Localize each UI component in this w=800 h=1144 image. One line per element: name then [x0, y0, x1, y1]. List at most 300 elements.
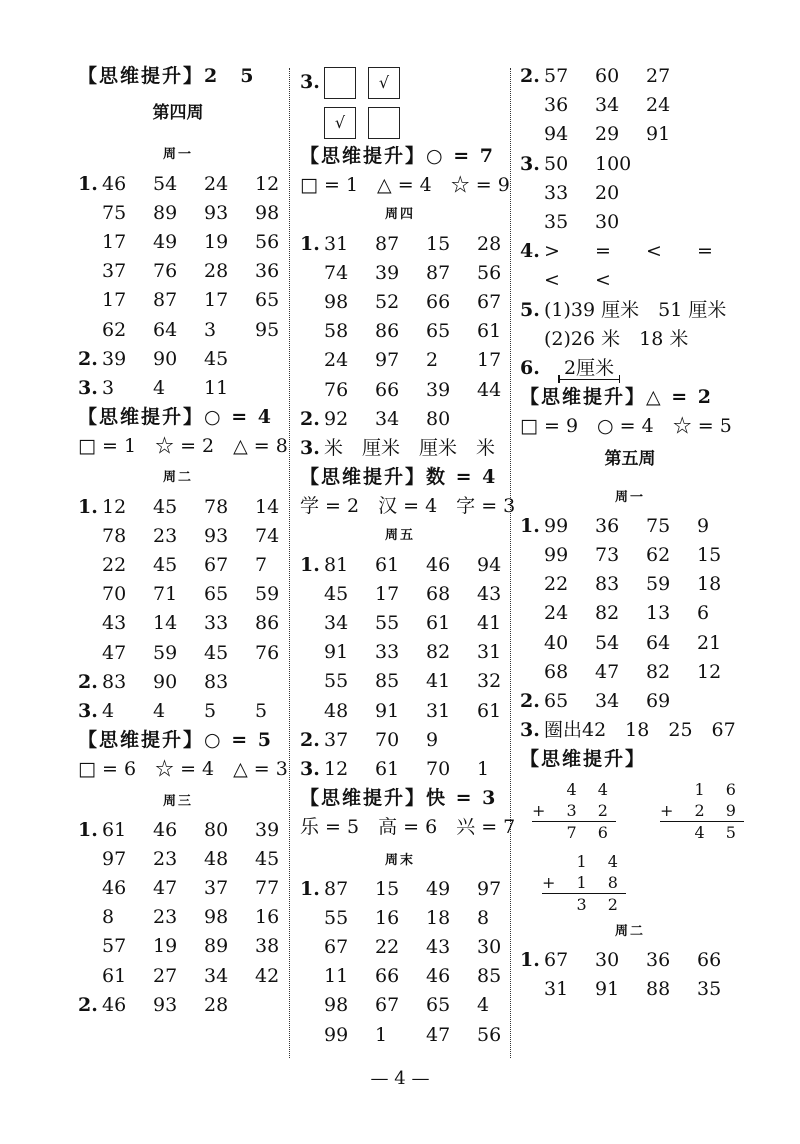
answer-value: 48 [204, 847, 229, 870]
answer-value: 65 [426, 994, 451, 1017]
question-number: 2. [520, 65, 540, 87]
answer-value: 4 [477, 994, 490, 1017]
answer-row [78, 903, 278, 932]
spacer [520, 475, 740, 483]
answer-value: 86 [255, 612, 280, 635]
answer-value: 45 [324, 582, 349, 605]
answer-row [78, 609, 278, 638]
thinking-answer-text: 【思维提升】快 = 3 [300, 787, 498, 810]
answer-value: 17 [375, 582, 400, 605]
answer-row [300, 551, 500, 580]
answer-value: 22 [544, 573, 569, 596]
answer-row [300, 726, 500, 755]
answer-value: 55 [324, 670, 349, 693]
answer-value: 56 [477, 1023, 502, 1046]
vertical-addition [660, 779, 744, 843]
answer-value: 11 [324, 965, 349, 988]
answer-row [520, 91, 740, 120]
answer-row [78, 522, 278, 551]
answer-value: 93 [153, 993, 178, 1016]
answer-row [300, 376, 500, 405]
day-title: 周末 [384, 852, 415, 868]
thinking-answer-line [78, 755, 288, 784]
answer-value: 1 [375, 1023, 388, 1046]
answer-value: 12 [102, 495, 127, 518]
answer-value: 27 [646, 65, 671, 87]
answer-row [300, 933, 500, 962]
column-1 [78, 62, 288, 1020]
answer-value: 81 [324, 553, 349, 576]
answer-value: 67 [204, 554, 229, 576]
question-number: 5. [520, 298, 540, 321]
question-number: 2. [300, 728, 320, 751]
answer-value: 34 [595, 94, 620, 117]
answer-value: 66 [375, 378, 400, 401]
answer-value: 97 [375, 349, 400, 372]
thinking-answer [300, 784, 500, 813]
answer-row [520, 325, 740, 354]
answer-value: 61 [477, 699, 502, 722]
answer-value: 41 [477, 612, 502, 634]
answer-value: 77 [255, 877, 280, 900]
answer-row [78, 551, 278, 580]
answer-row [520, 208, 740, 237]
answer-value: 61 [102, 964, 127, 987]
answer-value: 22 [375, 936, 400, 959]
thinking-answer-text: 【思维提升】数 = 4 [300, 466, 498, 489]
answer-value: 17 [477, 349, 502, 372]
answer-box [368, 107, 400, 139]
answer-row [300, 580, 500, 609]
answer-value: 66 [426, 290, 451, 313]
thinking-answer [78, 62, 278, 91]
answer-row [300, 434, 500, 463]
answer-value: 34 [375, 407, 400, 430]
answer-value: 69 [646, 689, 671, 712]
answer-value: 33 [375, 641, 400, 664]
answer-value: 33 [204, 612, 229, 635]
answer-value: 45 [204, 641, 229, 664]
answer-value: 36 [595, 514, 620, 537]
answer-value: 64 [646, 631, 671, 654]
answer-value: 52 [375, 290, 400, 313]
answer-value: 13 [646, 602, 671, 625]
answer-value: 87 [426, 261, 451, 284]
answer-value: 40 [544, 631, 569, 654]
answer-value: 85 [477, 965, 502, 988]
answer-row [520, 541, 740, 570]
answer-value: 43 [477, 582, 502, 605]
answer-value: 99 [544, 514, 569, 537]
answer-value: 28 [204, 260, 229, 283]
answer-row [300, 288, 500, 317]
calc-line: 4 4 [566, 779, 616, 799]
answer-value: 39 [426, 378, 451, 401]
answer-value: 57 [102, 935, 127, 958]
answer-value: 34 [324, 612, 349, 634]
answer-value: 17 [102, 230, 127, 253]
checkbox-row [300, 102, 500, 142]
thinking-answer-text: 【思维提升】△ = 2 [520, 386, 713, 409]
question-number: 1. [78, 172, 98, 195]
answer-value: 31 [477, 641, 502, 664]
answer-value: 7 [255, 554, 268, 576]
answer-value: 2 [426, 349, 439, 372]
answer-value: 5 [204, 699, 217, 722]
answer-row [78, 697, 278, 726]
answer-value: 80 [204, 818, 229, 841]
answer-value: 37 [204, 877, 229, 900]
thinking-answer [520, 745, 740, 774]
answer-value: 1 [477, 757, 490, 780]
answer-value: 31 [426, 699, 451, 722]
answer-value: 36 [646, 948, 671, 971]
answer-value: 31 [324, 232, 349, 255]
thinking-answer-line [300, 813, 516, 842]
answer-row [300, 697, 500, 726]
answer-value: 76 [255, 641, 280, 664]
vertical-calculations [520, 775, 744, 917]
answer-value: 24 [646, 94, 671, 117]
answer-row [78, 286, 278, 315]
answer-row [78, 845, 278, 874]
answer-row [78, 345, 278, 374]
thinking-answer [520, 383, 740, 412]
answer-value: 4 [153, 376, 166, 399]
thinking-answer-line [300, 171, 510, 200]
answer-value: 41 [426, 670, 451, 693]
answer-value: 45 [204, 347, 229, 370]
answer-value: 91 [646, 123, 671, 146]
day-title: 周三 [162, 793, 193, 809]
answer-value: 76 [153, 260, 178, 283]
answer-row [300, 755, 500, 784]
calc-line: + 1 8 [542, 872, 626, 892]
answer-value: 58 [324, 320, 349, 343]
answer-value: 45 [255, 847, 280, 870]
answer-value: 11 [204, 376, 229, 399]
answer-value: 98 [324, 994, 349, 1017]
answer-value: 35 [544, 210, 569, 233]
thinking-answer-text: 【思维提升】○ = 7 [300, 145, 495, 167]
answer-value: 16 [255, 906, 280, 929]
answer-value: 99 [324, 1023, 349, 1046]
answer-value: 91 [595, 977, 620, 1000]
answer-value: 49 [426, 877, 451, 900]
answer-row [78, 493, 278, 522]
answer-value: 88 [646, 977, 671, 1000]
answer-value: 45 [153, 554, 178, 576]
answer-value: 9 [426, 728, 439, 751]
answer-value: 82 [426, 641, 451, 664]
answer-value: 97 [102, 847, 127, 870]
answer-value: 74 [324, 261, 349, 284]
day-title: 周五 [384, 528, 415, 544]
answer-text: (2)26 米 18 米 [544, 327, 689, 350]
question-number: 2. [78, 347, 98, 370]
answer-value: 61 [375, 553, 400, 576]
answer-value: 34 [204, 964, 229, 987]
answer-value: 68 [426, 582, 451, 605]
question-number: 2. [300, 407, 320, 430]
answer-value: 38 [255, 935, 280, 958]
answer-value: 60 [595, 65, 620, 87]
answer-value: 67 [324, 936, 349, 959]
answer-row [78, 199, 278, 228]
answer-value: 16 [375, 906, 400, 929]
checkbox-row [300, 62, 500, 102]
answer-value: 28 [204, 993, 229, 1016]
answer-value: 46 [102, 172, 127, 195]
answer-row [520, 946, 740, 975]
thinking-answer-line-text: □ = 1 ☆ = 2 △ = 8 [78, 435, 288, 458]
answer-value: 22 [102, 554, 127, 576]
answer-value: 27 [153, 964, 178, 987]
answer-text: 圈出42 18 25 67 [544, 719, 736, 742]
answer-value: 95 [255, 318, 280, 341]
answer-value: 74 [255, 524, 280, 547]
answer-row [78, 257, 278, 286]
question-number: 1. [78, 495, 98, 518]
answer-value: 83 [204, 670, 229, 693]
answer-row [78, 639, 278, 668]
answer-value: 44 [477, 378, 502, 401]
question-number: 4. [520, 240, 540, 263]
answer-value: 46 [426, 965, 451, 988]
calc-line: + 2 9 [660, 800, 744, 820]
answer-value: 54 [595, 631, 620, 654]
answer-value: 82 [646, 660, 671, 683]
question-number: 6. [520, 356, 540, 379]
answer-value: 99 [544, 544, 569, 566]
question-number: 3. [520, 719, 540, 742]
answer-value: 87 [153, 289, 178, 312]
thinking-answer [78, 403, 278, 432]
answer-value: 23 [153, 847, 178, 870]
day-title: 周一 [614, 489, 645, 505]
answer-value: = [595, 240, 611, 263]
question-number: 1. [300, 553, 320, 576]
answer-value: 46 [153, 818, 178, 841]
answer-value: 6 [697, 602, 710, 625]
answer-value: 14 [255, 495, 280, 518]
answer-row [520, 716, 740, 745]
thinking-answer-text: 【思维提升】○ = 4 [78, 406, 273, 429]
answer-value: 59 [255, 583, 280, 606]
answer-row [300, 991, 500, 1020]
answer-row [520, 570, 740, 599]
answer-row [520, 354, 740, 383]
answer-value: 31 [544, 977, 569, 1000]
answer-row [520, 120, 740, 149]
answer-row [520, 266, 740, 295]
answer-value: 36 [255, 260, 280, 283]
answer-value: 66 [697, 948, 722, 971]
vertical-addition [532, 779, 616, 843]
thinking-answer-line [300, 492, 516, 521]
answer-value: 67 [375, 994, 400, 1017]
answer-row [300, 904, 500, 933]
answer-value: 3 [204, 318, 217, 341]
answer-value: 15 [375, 877, 400, 900]
answer-text: 米 厘米 厘米 米 [324, 436, 496, 459]
answer-row [78, 991, 278, 1020]
answer-value: 62 [646, 544, 671, 566]
day-title: 周二 [614, 923, 645, 939]
answer-row [78, 816, 278, 845]
answer-value: 24 [544, 602, 569, 625]
answer-value: 48 [324, 699, 349, 722]
thinking-answer-line-text: □ = 9 ○ = 4 ☆ = 5 [520, 415, 732, 438]
answer-value: 76 [324, 378, 349, 401]
answer-value: 98 [255, 201, 280, 224]
answer-value: 42 [255, 964, 280, 987]
answer-value: 32 [477, 670, 502, 693]
answer-value: 8 [477, 906, 490, 929]
thinking-answer-text: 【思维提升】 [520, 748, 647, 771]
answer-row [300, 609, 500, 638]
answer-value: 30 [595, 948, 620, 971]
answer-row [300, 259, 500, 288]
answer-row [78, 962, 278, 991]
column-2 [300, 62, 516, 1050]
answer-value: 70 [426, 757, 451, 780]
answer-value: 5 [255, 699, 268, 722]
answer-row [520, 296, 740, 325]
answer-value: 85 [375, 670, 400, 693]
vertical-addition [542, 851, 626, 915]
answer-value: 55 [375, 612, 400, 634]
answer-value: 61 [426, 612, 451, 634]
answer-value: 36 [544, 94, 569, 117]
page-number: — 4 — [370, 1068, 430, 1089]
answer-row [520, 62, 740, 91]
answer-value: 94 [477, 553, 502, 576]
answer-value: 47 [426, 1023, 451, 1046]
answer-value: < [595, 269, 611, 292]
answer-value: 17 [204, 289, 229, 312]
thinking-answer-text: 【思维提升】2 5 [78, 65, 256, 87]
answer-value: 67 [544, 948, 569, 971]
answer-value: 47 [153, 877, 178, 900]
answer-value: 83 [595, 573, 620, 596]
answer-value: 65 [255, 289, 280, 312]
answer-value: 89 [204, 935, 229, 958]
answer-value: 35 [697, 977, 722, 1000]
answer-value: 24 [324, 349, 349, 372]
answer-value: 78 [204, 495, 229, 518]
answer-value: 87 [375, 232, 400, 255]
answer-value: 78 [102, 524, 127, 547]
answer-value: 94 [544, 123, 569, 146]
answer-row [300, 1021, 500, 1050]
answer-value: 34 [595, 689, 620, 712]
answer-value: 61 [375, 757, 400, 780]
answer-value: 39 [255, 818, 280, 841]
answer-value: 30 [595, 210, 620, 233]
day-title: 周一 [162, 147, 193, 163]
answer-value: 61 [102, 818, 127, 841]
answer-value: 12 [324, 757, 349, 780]
answer-value: 8 [102, 906, 115, 929]
answer-value: 70 [375, 728, 400, 751]
answer-value: > [544, 240, 560, 263]
answer-value: 4 [102, 699, 115, 722]
answer-value: 67 [477, 290, 502, 313]
spacer [78, 128, 278, 140]
answer-value: 93 [204, 201, 229, 224]
answer-value: 46 [102, 993, 127, 1016]
question-number: 3. [78, 376, 98, 399]
week-title: 第五周 [604, 449, 656, 470]
question-number: 3. [300, 436, 320, 459]
answer-row [520, 150, 740, 179]
answer-row [300, 317, 500, 346]
answer-value: 15 [426, 232, 451, 255]
answer-value: 37 [102, 260, 127, 283]
answer-row [78, 580, 278, 609]
answer-row [300, 405, 500, 434]
calc-line: 1 4 [576, 851, 626, 871]
answer-box: √ [324, 107, 356, 139]
thinking-answer-line [78, 432, 288, 461]
answer-value: 65 [544, 689, 569, 712]
answer-value: 57 [544, 65, 569, 87]
answer-value: 47 [595, 660, 620, 683]
answer-value: 54 [153, 172, 178, 195]
answer-value: 12 [697, 660, 722, 683]
answer-row [520, 512, 740, 541]
answer-value: 23 [153, 524, 178, 547]
thinking-answer-line-text: □ = 1 △ = 4 ☆ = 9 [300, 174, 510, 197]
calc-result: 4 5 [660, 821, 744, 843]
answer-value: 56 [255, 230, 280, 253]
answer-value: 97 [477, 877, 502, 900]
answer-value: 65 [204, 583, 229, 606]
answer-row [78, 932, 278, 961]
answer-value: 4 [153, 699, 166, 722]
answer-row [78, 228, 278, 257]
answer-value: 33 [544, 181, 569, 204]
thinking-answer-line [520, 412, 740, 441]
answer-value: 20 [595, 181, 620, 204]
question-number: 2. [78, 993, 98, 1016]
answer-value: 91 [375, 699, 400, 722]
answer-value: < [646, 240, 662, 263]
answer-row [300, 875, 500, 904]
thinking-answer [78, 726, 278, 755]
answer-row [300, 667, 500, 696]
answer-value: 18 [697, 573, 722, 596]
answer-value: 3 [102, 376, 115, 399]
answer-value: 80 [426, 407, 451, 430]
answer-value: 83 [102, 670, 127, 693]
thinking-answer-line-text: 学 = 2 汉 = 4 字 = 3 [300, 495, 516, 518]
answer-value: 19 [153, 935, 178, 958]
question-number: 1. [520, 514, 540, 537]
calc-result: 7 6 [532, 821, 616, 843]
answer-value: 30 [477, 936, 502, 959]
answer-value: 62 [102, 318, 127, 341]
answer-value: 47 [102, 641, 127, 664]
answer-value: 65 [426, 320, 451, 343]
answer-row [520, 237, 740, 266]
answer-value: 75 [102, 201, 127, 224]
answer-value: 24 [204, 172, 229, 195]
answer-value: < [544, 269, 560, 292]
answer-value: 17 [102, 289, 127, 312]
answer-row [300, 230, 500, 259]
